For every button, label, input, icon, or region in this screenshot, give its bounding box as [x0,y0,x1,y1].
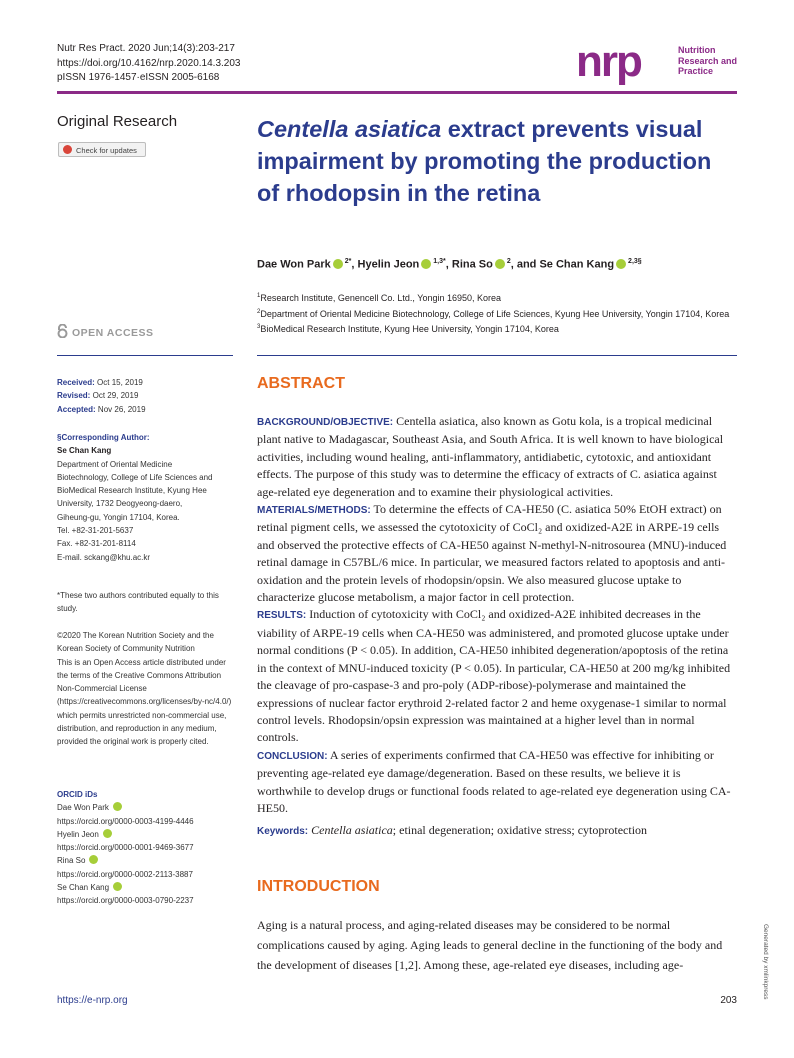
introduction-heading: INTRODUCTION [257,878,380,895]
author-separator: , [351,258,358,271]
affiliation-number: 3 [257,324,261,330]
xmlinkpress-text: Generated by xmlinkpress [762,924,769,1000]
received-date: Oct 15, 2019 [97,378,143,387]
corresponding-author [57,431,237,564]
orcid-author [57,828,237,841]
citation: Nutr Res Pract. 2020 Jun;14(3):203-217 [57,43,235,54]
abstract-label: RESULTS: [257,610,307,622]
abstract-text: Centella asiatica, also known as Gotu kola, is a tropical medicinal plant native to Madagascar, Southeast Asia, and South Africa. It is well known to have biological activities, including wound healing, anti-inflammatory, antidiabetic, cytotoxic, and antioxidant effects. The purpose of this study was to determine the efficacy of extracts of C. asiatica against age-related eye degeneration and to examine their physiological activities. [257,414,724,499]
orcid-author-name: Hyelin Jeon [57,829,99,839]
orcid-author [57,801,237,814]
corresponding-address-line: University, 1732 Deogyeong-daero, [57,499,183,509]
orcid-url[interactable]: https://orcid.org/0000-0002-2113-3887 [57,869,193,879]
corresponding-tel: Tel. +82-31-201-5637 [57,526,134,536]
copyright: ©2020 The Korean Nutrition Society and the Korean Society of Community Nutrition [57,631,214,654]
orcid-icon[interactable] [616,259,626,269]
crossmark-icon [63,145,72,154]
sidebar-divider [57,355,233,356]
abstract-text: A series of experiments confirmed that CA-HE50 was effective for inhibiting or preventing age-related eye damage/degeneration. Based on these results, we believe it is worthwhile to develop drugs or functional foods related to age-related eye degeneration using CA-HE50. [257,747,731,815]
keywords-label: Keywords: [257,826,309,837]
accepted-label: Accepted: [57,404,96,414]
abstract-label: BACKGROUND/OBJECTIVE: [257,417,394,428]
xmlinkpress-badge [760,920,772,1020]
copyright-license [57,629,239,749]
corresponding-fax: Fax. +82-31-201-8114 [57,539,136,549]
corresponding-address-line: Department of Oriental Medicine [57,459,173,469]
orcid-author [57,881,237,894]
open-access-label: OPEN ACCESS [72,327,154,339]
author-name: Hyelin Jeon [357,258,420,271]
open-access-icon [57,324,68,338]
orcid-author-name: Dae Won Park [57,803,109,813]
journal-name-line: Nutrition [678,45,716,55]
author-name: Se Chan Kang [539,258,615,271]
equal-contribution-note: *These two authors contributed equally to this study. [57,591,219,614]
page-number: 203 [720,995,737,1006]
author-affiliation-sup: 2,3§ [628,258,642,265]
affiliation [257,321,737,337]
author-name: Dae Won Park [257,258,331,271]
title-rest: extract prevents visual impairment by promoting the production of rhodopsin in the retina [257,116,712,206]
affiliation-text: Department of Oriental Medicine Biotechnology, College of Life Sciences, Kyung Hee University, Yongin 17104, Korea [260,308,730,319]
orcid-icon[interactable] [113,882,122,891]
check-updates-label: Check for updates [76,146,137,155]
orcid-author-name: Rina So [57,856,86,866]
orcid-icon[interactable] [89,855,98,864]
license: This is an Open Access article distributed under the terms of the Creative Commons Attribution Non-Commercial License (https://creativecommons.org/licenses/by-nc/4.0/) which permits unrestricted non-commercial use, distribution, and reproduction in any medium, provided the original work is properly cited. [57,657,232,747]
corresponding-address-line: BioMedical Research Institute, Kyung Hee [57,486,207,496]
affiliation-number: 1 [257,293,261,299]
author-affiliation-sup: 2* [344,258,352,265]
corresponding-address-line: Giheung-gu, Yongin 17104, Korea. [57,512,180,522]
abstract-text: Induction of cytotoxicity with CoCl₂ and oxidized-A2E inhibited decreases in the viability of ARPE-19 cells when CA-HE50 was administered, and promoted glucose uptake under normal conditions (P < 0.05). In addition, CA-HE50 inhibited degeneration/apoptosis of the retina in the context of MNU-induced toxicity (P < 0.05). In particular, CA-HE50 at 200 mg/kg inhibited the cleavage of pro-caspase-3 and pro-poly (ADP-ribose)-polymerase and maintained the expressions of nuclear factor erythroid 2-related factor 2 and heme oxygenase-1 similar to normal control levels. Rhodopsin/opsin expression was maintained at a higher level than in normal controls. [257,607,731,745]
corresponding-email[interactable]: E-mail. sckang@khu.ac.kr [57,552,151,562]
affiliation-number: 2 [257,308,261,315]
abstract-heading: ABSTRACT [257,375,345,392]
revised-date: Oct 29, 2019 [92,391,139,401]
doi-link[interactable]: https://doi.org/10.4162/nrp.2020.14.3.203 [57,57,241,69]
orcid-url[interactable]: https://orcid.org/0000-0001-9469-3677 [57,843,194,853]
abstract-label: CONCLUSION: [257,750,328,762]
keywords [257,823,737,838]
affiliation-text: BioMedical Research Institute, Kyung Hee University, Yongin 17104, Korea [260,324,559,334]
footer-url[interactable]: https://e-nrp.org [57,995,128,1006]
journal-name-line: Practice [678,66,714,76]
affiliation [257,290,737,306]
open-access [57,324,154,339]
orcid-icon[interactable] [333,259,343,269]
author-affiliation-sup: 2 [506,258,511,265]
revised-label: Revised: [57,391,91,401]
main-divider [257,355,737,356]
orcid-author [57,854,237,867]
author-list [257,258,737,271]
abstract-label: MATERIALS/METHODS: [257,505,371,517]
check-updates-button[interactable] [58,142,146,157]
journal-name [678,45,737,77]
orcid-icon[interactable] [495,259,505,269]
issn: pISSN 1976-1457·eISSN 2005-6168 [57,72,220,83]
abstract-text: To determine the effects of CA-HE50 (C. asiatica 50% EtOH extract) on retinal pigment cells, we assessed the cytotoxicity of CoCl₂ and oxidized-A2E in ARPE-19 cells and observed the protective effects of CA-HE50 against N-methyl-N-nitrosourea (MNU)-induced retinal damage in C57BL/6 mice. In particular, we measured factors related to apoptosis and anti-oxidation and the protein levels of rhodopsin/opsin. We also measured glucose uptake to characterize glucose metabolism, a major factor in cell protection. [257,502,727,605]
logo-letters: nrp [576,42,641,86]
article-title [257,113,727,209]
received-label: Received: [57,378,95,387]
introduction-body [257,915,737,975]
orcid-icon[interactable] [103,829,112,838]
orcid-url[interactable]: https://orcid.org/0000-0003-4199-4446 [57,816,194,826]
title-italic: Centella asiatica [257,116,442,142]
abstract-body [257,413,737,817]
orcid-author-name: Se Chan Kang [57,883,110,893]
author-separator: , and [510,258,540,271]
author-name: Rina So [451,258,493,271]
affiliation [257,306,737,322]
orcid-heading: ORCID iDs [57,790,98,799]
orcid-icon[interactable] [113,802,122,811]
orcid-icon[interactable] [421,259,431,269]
journal-name-line: Research and [678,55,738,66]
keywords-rest: ; etinal degeneration; oxidative stress; cytoprotection [392,823,648,837]
introduction-text: Aging is a natural process, and aging-related diseases may be considered to be normal complications caused by aging. Aging leads to general decline in the functioning of the body and the development of diseases [1,2]. Among these, age-related eye diseases, including age- [257,918,723,972]
article-type: Original Research [57,113,178,130]
orcid-url[interactable]: https://orcid.org/0000-0003-0790-2237 [57,896,194,906]
article-dates [57,376,237,416]
affiliations [257,290,737,337]
corresponding-heading: §Corresponding Author: [57,433,150,442]
article-meta [57,42,240,86]
accepted-date: Nov 26, 2019 [97,404,146,414]
orcid-list [57,788,237,908]
author-separator: , [445,258,452,271]
corresponding-address-line: Biotechnology, College of Life Sciences and [57,472,213,482]
corresponding-name: Se Chan Kang [57,446,112,456]
affiliation-text: Research Institute, Genencell Co. Ltd., Yongin 16950, Korea [260,293,502,303]
keyword-italic: Centella asiatica [311,823,393,837]
header-divider [57,91,737,94]
author-affiliation-sup: 1,3* [433,258,446,265]
